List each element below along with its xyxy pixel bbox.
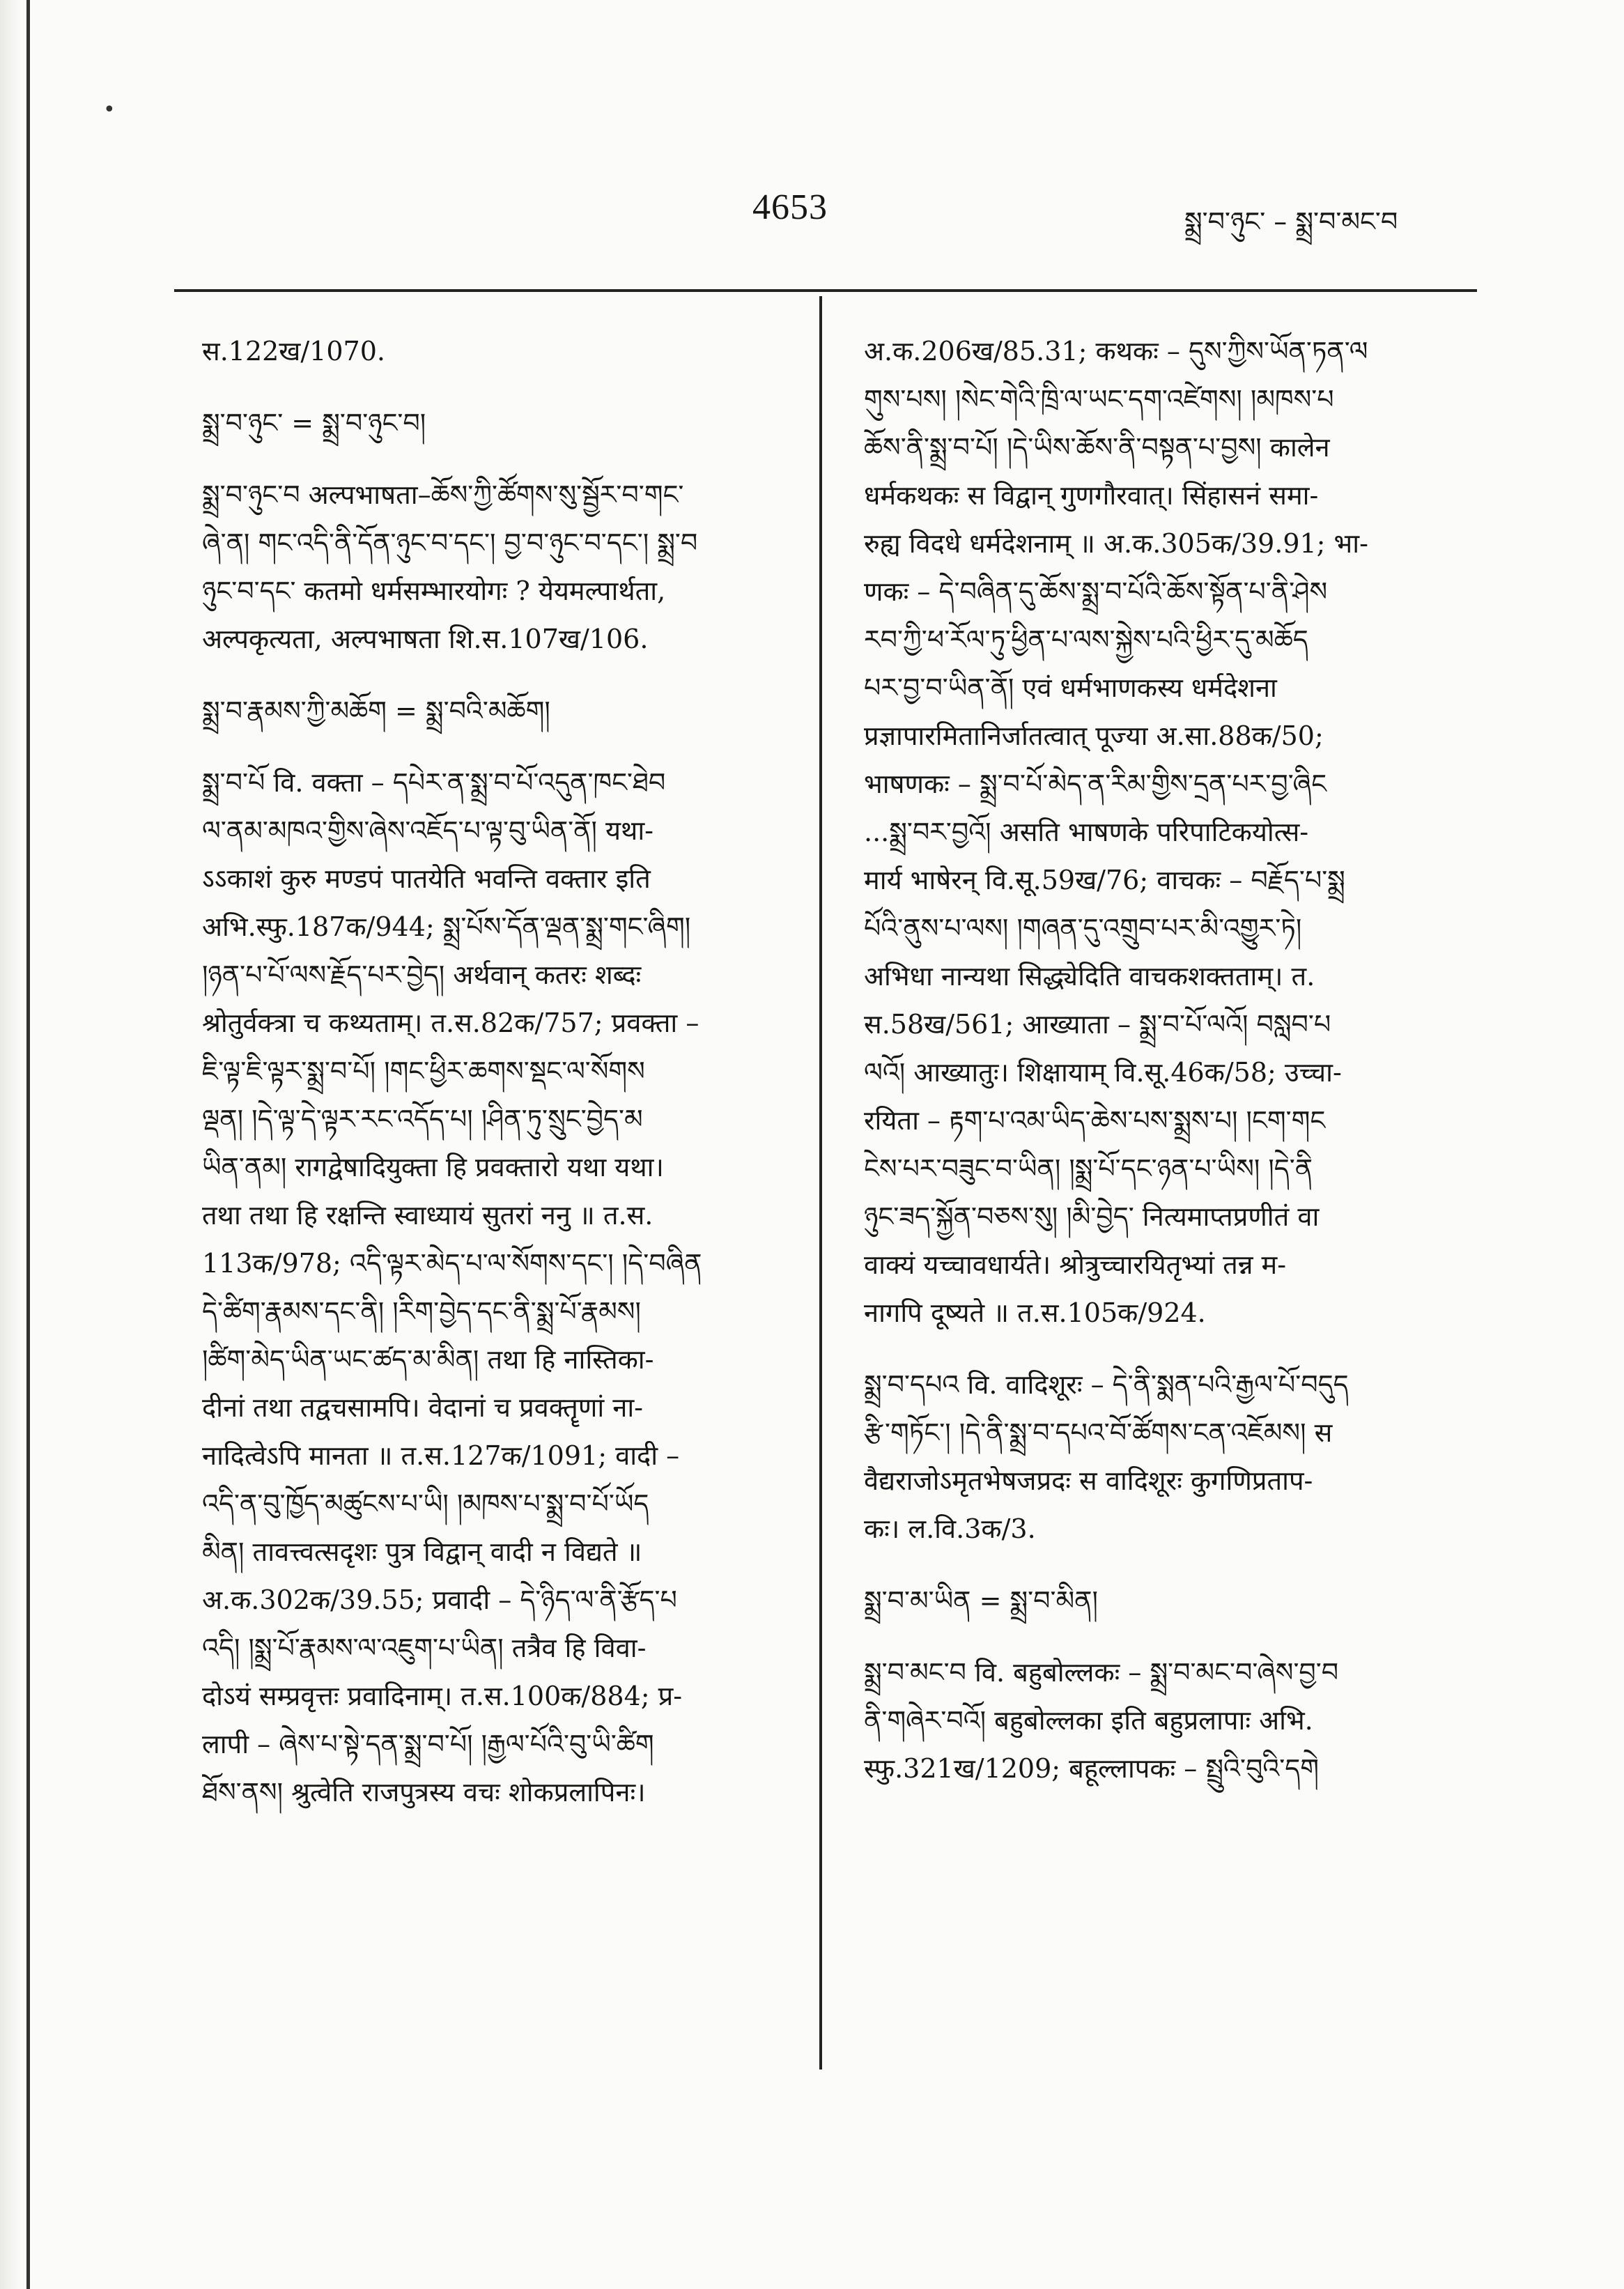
text-line: मार्य भाषेरन् वि.सू.59ख/76; वाचकः – བརྗོད་པ་སྨྲ	[864, 865, 1345, 895]
text-line: स.58ख/561; आख्याता – སྨྲ་བ་པོ་ལའོ། བསླབ་པ	[864, 1009, 1331, 1040]
text-line: दीनां तथा तद्वचसामपि। वेदानां च प्रवक्तॄणां ना-	[202, 1392, 644, 1423]
text-line: ཞེ་ན། གང་འདི་ནི་དོན་ཉུང་བ་དང་། བྱ་བ་ཉུང་བ་དང་། སྨྲ་བ	[202, 527, 698, 558]
text-line: ཉུང་ཟད་སྐྱོན་བཅས་སུ། །མི་བྱེད་ नित्यमाप्तप्रणीतं वा	[864, 1201, 1320, 1232]
page-number: 4653	[752, 187, 828, 227]
text-line: अभि.स्फु.187क/944; སྨྲ་པོས་དོན་ལྡན་སྨྲ་གང་ཞིག།	[202, 911, 691, 942]
text-line: रयिता – རྟག་པ་འམ་ཡིད་ཆེས་པས་སྨྲས་པ། །ངག་གང	[864, 1105, 1326, 1136]
text-line: नागपि दूष्यते ॥ त.स.105क/924.	[864, 1297, 1206, 1328]
text-line: ...སྨྲ་བར་བྱའོ། असति भाषणके परिपाटिकयोत्स-	[864, 817, 1309, 847]
text-line: वाक्यं यच्चावधार्यते। श्रोत्रुच्चारयितृभ्यां तन्न म-	[864, 1249, 1287, 1280]
text-line: ངེས་པར་བཟུང་བ་ཡིན། །སྨྲ་པོ་དང་ཉན་པ་ཡིས། །དེ་ནི	[864, 1153, 1313, 1184]
text-line: स्फु.321ख/1209; बहूल्लापकः – སྤྲུའི་བུའི་དགེ	[864, 1753, 1319, 1784]
text-line: གུས་པས། །སེང་གེའི་ཁྲི་ལ་ཡང་དག་འཛེགས། །མཁས་པ	[864, 384, 1334, 415]
text-line: श्रोतुर्वक्त्रा च कथ्यताम्। त.स.82क/757; प्रवक्ता –	[202, 1008, 699, 1038]
entry-gap	[202, 735, 801, 759]
text-line: །ཚིག་མེད་ཡིན་ཡང་ཚད་མ་མིན། तथा हि नास्तिका-	[202, 1344, 654, 1375]
text-line: པར་བྱ་བ་ཡིན་ནོ། एवं धर्मभाणकस्य धर्मदेशना	[864, 672, 1277, 703]
text-line: སྨྲ་བ་མང་བ वि. बहुबोल्लकः – སྨྲ་བ་མང་བ་ཞེས་བྱ་བ	[864, 1657, 1339, 1688]
entry-gap	[202, 447, 801, 471]
stray-ink-mark: •	[103, 98, 116, 122]
text-line: अल्पकृत्यता, अल्पभाषता शि.स.107ख/106.	[202, 624, 649, 654]
text-line: དེ་ཚིག་རྣམས་དང་ནི། །རིག་བྱེད་དང་ནི་སྨྲ་པོ་རྣམས།	[202, 1296, 641, 1327]
entry-gap	[864, 1337, 1484, 1361]
text-line: कः। ल.वि.3क/3.	[864, 1513, 1036, 1544]
entry-gap	[864, 1553, 1484, 1577]
text-line: སྨྲ་བ་ཉུང་བ अल्पभाषता–ཆོས་ཀྱི་ཚོགས་སུ་སྦྱོར་བ་གང་	[202, 479, 684, 510]
page-binding-shadow	[0, 0, 21, 2289]
text-line: धर्मकथकः स विद्वान् गुणगौरवात्। सिंहासनं समा-	[864, 480, 1319, 511]
column-divider	[819, 296, 822, 2070]
text-line: སྨྲ་བ་མ་ཡིན = སྨྲ་བ་མིན།	[864, 1585, 1098, 1616]
text-line: रुह्य विदधे धर्मदेशनाम् ॥ अ.क.305क/39.91; भा-	[864, 528, 1368, 559]
text-line: ལྡན། །དེ་ལྟ་དེ་ལྟར་རང་འདོད་པ། །ཤིན་ཏུ་སྲུང་བྱེད་མ	[202, 1104, 643, 1134]
text-line: སྨྲ་བ་ཉུང་ = སྨྲ་བ་ཉུང་བ།	[202, 408, 426, 438]
entry-gap	[202, 376, 801, 399]
text-line: །ཉན་པ་པོ་ལས་རྗོད་པར་བྱེད། अर्थवान् कतरः शब्दः	[202, 959, 642, 990]
text-line: སྨྲ་བ་དཔའ वि. वादिशूरः – དེ་ནི་སྨན་པའི་རྒྱལ་པོ་བདུད	[864, 1369, 1349, 1400]
text-line: ཉུང་བ་དང་ कतमो धर्मसम्भारयोगः ? येयमल्पार्थता,	[202, 576, 666, 606]
text-line: णकः – དེ་བཞིན་དུ་ཆོས་སྨྲ་བ་པོའི་ཆོས་སྟོན་པ་ནི་ཤེས	[864, 576, 1328, 607]
text-line: འདི། །སྨྲ་པོ་རྣམས་ལ་འཇུག་པ་ཡིན། तत्रैव हि विवा-	[202, 1633, 647, 1663]
text-line: ཇི་ལྟ་ཇི་ལྟར་སྨྲ་བ་པོ། །གང་ཕྱིར་ཆགས་སྡང་ལ་སོགས	[202, 1056, 645, 1086]
right-column	[864, 327, 1484, 1793]
text-line: སྨྲ་བ་རྣམས་ཀྱི་མཆོག = སྨྲ་བའི་མཆོག།	[202, 695, 550, 726]
text-line: ཐོས་ནས། श्रुत्वेति राजपुत्रस्य वचः शोकप्रलापिनः।	[202, 1777, 646, 1808]
text-line: तथा तथा हि रक्षन्ति स्वाध्यायं सुतरां ननु ॥ त.स.	[202, 1200, 654, 1231]
text-line: 113क/978; འདི་ལྟར་མེད་པ་ལ་སོགས་དང་། །དེ་བཞིན	[202, 1248, 702, 1279]
left-column	[202, 327, 801, 1817]
text-line: འདི་ན་བུ་ཁྱོད་མཚུངས་པ་ཡི། །མཁས་པ་སྨྲ་བ་པོ་ཡོད	[202, 1488, 649, 1519]
text-line: दोऽयं सम्प्रवृत्तः प्रवादिनाम्। त.स.100क/884; प्र-	[202, 1681, 683, 1711]
text-line: པོའི་ནུས་པ་ལས། །གཞན་དུ་འགྲུབ་པར་མི་འགྱུར་ཏེ།	[864, 913, 1302, 943]
header-rule	[174, 289, 1477, 292]
text-line: རྩི་གཏོང་། །དེ་ནི་སྨྲ་བ་དཔའ་བོ་ཚོགས་ངན་འཇོམས། स	[864, 1417, 1333, 1448]
text-line: अ.क.206ख/85.31; कथकः – དུས་ཀྱིས་ཡོན་ཏན་ལ	[864, 336, 1368, 367]
text-line: वैद्यराजोऽमृतभेषजप्रदः स वादिशूरः कुगणिप्रताप-	[864, 1465, 1313, 1496]
text-line: ལའོ། आख्यातुः। शिक्षायाम् वि.सू.46क/58; उच्चा-	[864, 1057, 1342, 1088]
text-line: སྨྲ་བ་པོ वि. वक्ता – དཔེར་ན་སྨྲ་བ་པོ་འདུན་ཁང་ཐེབ	[202, 767, 666, 798]
text-line: ནི་གཞེར་བའོ། बहुबोल्लका इति बहुप्रलापाः अभि.	[864, 1705, 1313, 1736]
entry-gap	[864, 1625, 1484, 1649]
running-head: སྨྲ་བ་ཉུང་ – སྨྲ་བ་མང་བ	[1184, 206, 1398, 237]
text-line: ཆོས་ནི་སྨྲ་བ་པོ། །དེ་ཡིས་ཆོས་ནི་བསྟན་པ་བྱས། कालेन	[864, 432, 1330, 463]
text-line: अभिधा नान्यथा सिद्ध्येदिति वाचकशक्तताम्। त.	[864, 961, 1315, 992]
text-line: མིན། तावत्त्वत्सदृशः पुत्र विद्वान् वादी न विद्यते ॥	[202, 1536, 642, 1567]
text-line: ཡིན་ནམ། रागद्वेषादियुक्ता हि प्रवक्तारो यथा यथा।	[202, 1152, 664, 1182]
page-binding-edge	[26, 0, 30, 2289]
entry-gap	[202, 663, 801, 687]
text-line: लापी – ཞེས་པ་སྟེ་དན་སྨྲ་བ་པོ། །རྒྱལ་པོའི་བུ་ཡི་ཚིག	[202, 1729, 654, 1759]
text-line: नादित्वेऽपि मानता ॥ त.स.127क/1091; वादी –	[202, 1440, 680, 1471]
text-line: རབ་ཀྱི་ཕ་རོལ་ཏུ་ཕྱིན་པ་ལས་སྐྱེས་པའི་ཕྱིར་དུ་མཆོད	[864, 624, 1308, 655]
text-line: ऽऽकाशं कुरु मण्डपं पातयेति भवन्ति वक्तार इति	[202, 863, 651, 894]
text-line: प्रज्ञापारमितानिर्जातत्वात् पूज्या अ.सा.88क/50;	[864, 720, 1324, 751]
text-line: स.122ख/1070.	[202, 336, 385, 367]
text-line: भाषणकः – སྨྲ་བ་པོ་མེད་ན་རིམ་གྱིས་དྲན་པར་བྱ་ཞིང	[864, 769, 1327, 799]
text-line: ལ་ནམ་མཁའ་གྱིས་ཞེས་འཇོད་པ་ལྟ་བུ་ཡིན་ནོ། यथा-	[202, 815, 654, 846]
text-line: अ.क.302क/39.55; प्रवादी – དེ་ཉིད་ལ་ནི་རྩོད་པ	[202, 1585, 677, 1615]
